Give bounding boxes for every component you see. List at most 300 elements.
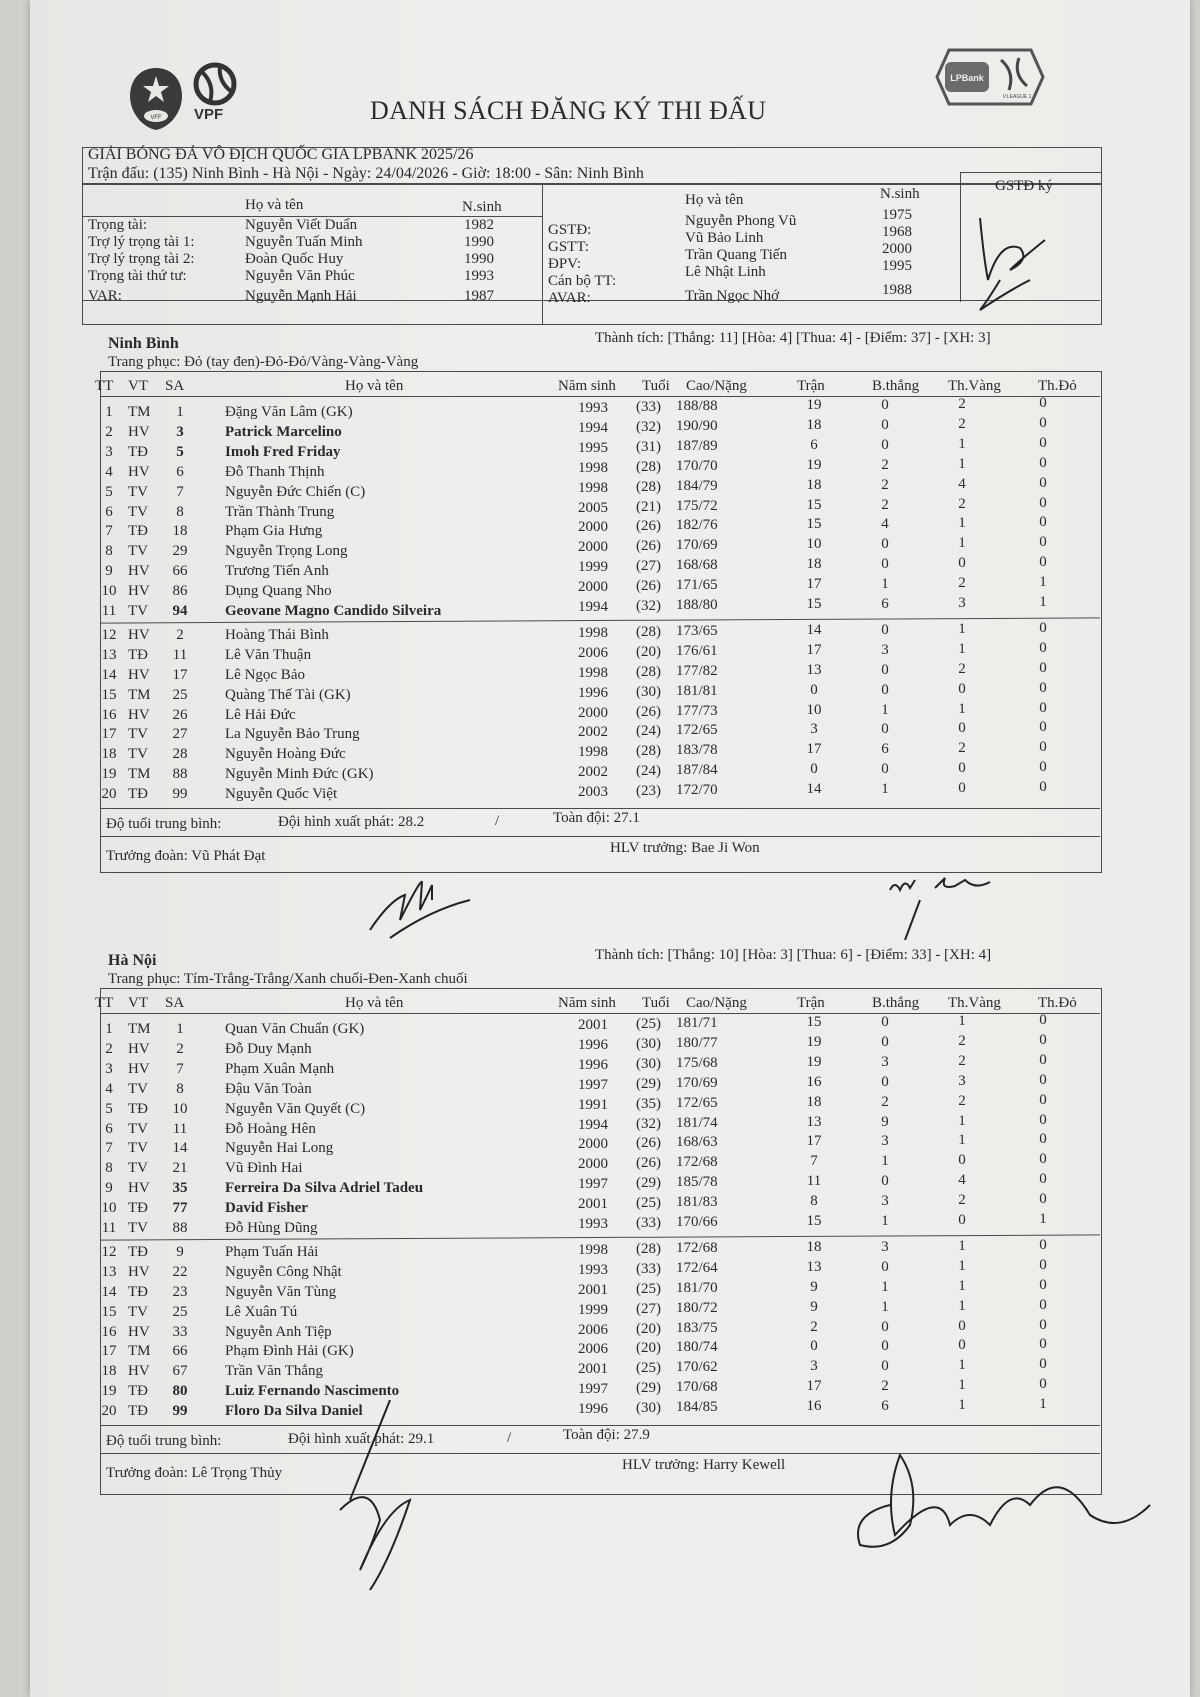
player-height-weight: 190/90 bbox=[676, 417, 718, 434]
official-name: Lê Nhật Linh bbox=[685, 264, 766, 280]
player-height-weight: 172/65 bbox=[676, 722, 718, 739]
column-header: SA bbox=[165, 378, 185, 394]
player-goals: 3 bbox=[881, 1193, 889, 1210]
player-red-cards: 0 bbox=[1039, 679, 1047, 696]
player-name: Đỗ Hùng Dũng bbox=[225, 1220, 318, 1236]
player-yellow-cards: 0 bbox=[958, 1152, 966, 1169]
player-name: Phạm Xuân Mạnh bbox=[225, 1060, 335, 1077]
official-birth: 1990 bbox=[464, 234, 494, 250]
player-red-cards: 0 bbox=[1039, 1091, 1047, 1108]
player-tt: 3 bbox=[105, 1060, 113, 1077]
player-age: (28) bbox=[636, 478, 661, 495]
player-goals: 9 bbox=[881, 1113, 889, 1130]
official-name: Nguyễn Phong Vũ bbox=[685, 213, 797, 229]
player-red-cards: 0 bbox=[1039, 619, 1047, 636]
player-red-cards: 0 bbox=[1039, 1376, 1047, 1393]
column-header: Th.Vàng bbox=[948, 995, 1001, 1011]
player-tt: 4 bbox=[105, 463, 113, 480]
player-birth-year: 2000 bbox=[578, 1136, 608, 1153]
player-shirt-number: 2 bbox=[176, 1040, 184, 1057]
player-goals: 0 bbox=[881, 1358, 889, 1375]
player-goals: 0 bbox=[881, 621, 889, 638]
player-matches: 17 bbox=[806, 641, 822, 658]
player-name: Lê Xuân Tú bbox=[225, 1303, 298, 1320]
player-birth-year: 1997 bbox=[578, 1381, 608, 1398]
player-shirt-number: 22 bbox=[172, 1263, 188, 1280]
player-age: (27) bbox=[636, 558, 661, 575]
column-header: B.thắng bbox=[872, 378, 920, 394]
player-shirt-number: 86 bbox=[172, 583, 188, 600]
gstd-signature-icon bbox=[960, 200, 1100, 320]
player-birth-year: 1993 bbox=[578, 1216, 608, 1232]
svg-text:V.LEAGUE 1: V.LEAGUE 1 bbox=[1002, 94, 1032, 100]
player-goals: 6 bbox=[881, 596, 889, 612]
player-height-weight: 170/62 bbox=[676, 1359, 718, 1376]
player-goals: 0 bbox=[881, 1073, 889, 1090]
officials-col-birth: N.sinh bbox=[462, 199, 502, 215]
player-birth-year: 1993 bbox=[578, 400, 608, 416]
player-name: Đỗ Hoàng Hên bbox=[225, 1120, 316, 1137]
player-goals: 0 bbox=[881, 721, 889, 738]
player-yellow-cards: 1 bbox=[958, 535, 966, 552]
player-tt: 8 bbox=[105, 543, 113, 560]
player-tt: 10 bbox=[101, 583, 117, 600]
player-matches: 11 bbox=[806, 1173, 822, 1190]
column-header: VT bbox=[128, 995, 148, 1011]
team-name: Ninh Bình bbox=[108, 335, 179, 352]
svg-text:VFF: VFF bbox=[150, 115, 162, 121]
player-tt: 10 bbox=[101, 1200, 117, 1217]
player-matches: 9 bbox=[810, 1278, 818, 1295]
player-name: Imoh Fred Friday bbox=[225, 443, 341, 460]
player-name: Nguyễn Anh Tiệp bbox=[225, 1323, 332, 1340]
player-position: HV bbox=[128, 583, 150, 600]
player-birth-year: 1998 bbox=[578, 1241, 608, 1258]
player-name: Luiz Fernando Nascimento bbox=[225, 1383, 400, 1400]
player-matches: 16 bbox=[806, 1073, 822, 1090]
player-age: (28) bbox=[636, 663, 661, 680]
player-birth-year: 1994 bbox=[578, 419, 608, 436]
player-goals: 0 bbox=[881, 1014, 889, 1030]
player-red-cards: 0 bbox=[1039, 454, 1047, 471]
player-yellow-cards: 4 bbox=[958, 475, 966, 492]
column-header: TT bbox=[95, 378, 114, 394]
player-yellow-cards: 1 bbox=[958, 1013, 966, 1029]
official-role: VAR: bbox=[88, 288, 122, 304]
player-height-weight: 184/85 bbox=[676, 1399, 718, 1416]
player-age: (30) bbox=[636, 1055, 661, 1072]
player-red-cards: 0 bbox=[1039, 719, 1047, 736]
player-name: Phạm Gia Hưng bbox=[225, 523, 323, 540]
player-age: (28) bbox=[636, 458, 661, 475]
avg-age-label: Độ tuổi trung bình: bbox=[106, 1433, 222, 1449]
player-matches: 10 bbox=[806, 701, 822, 718]
player-matches: 13 bbox=[806, 1113, 822, 1130]
head-coach: HLV trưởng: Bae Ji Won bbox=[610, 840, 760, 856]
player-name: Floro Da Silva Daniel bbox=[225, 1403, 363, 1420]
player-matches: 19 bbox=[806, 1033, 822, 1050]
player-height-weight: 187/89 bbox=[676, 437, 718, 454]
player-goals: 0 bbox=[881, 681, 889, 698]
team-kit: Trang phục: Đỏ (tay đen)-Đỏ-Đỏ/Vàng-Vàng-Vàng bbox=[108, 354, 419, 370]
player-yellow-cards: 1 bbox=[958, 1112, 966, 1129]
player-position: TV bbox=[128, 1220, 148, 1236]
player-age: (25) bbox=[636, 1280, 661, 1297]
player-birth-year: 1993 bbox=[578, 1261, 608, 1278]
player-tt: 20 bbox=[101, 1403, 117, 1420]
player-yellow-cards: 2 bbox=[958, 1092, 966, 1109]
player-tt: 14 bbox=[101, 1283, 117, 1300]
player-yellow-cards: 1 bbox=[958, 1132, 966, 1149]
player-shirt-number: 27 bbox=[172, 726, 188, 743]
player-shirt-number: 67 bbox=[172, 1363, 188, 1380]
player-goals: 1 bbox=[881, 1153, 889, 1170]
player-matches: 19 bbox=[806, 397, 822, 413]
head-coach: HLV trưởng: Harry Kewell bbox=[622, 1457, 786, 1473]
player-tt: 18 bbox=[101, 746, 117, 763]
player-matches: 15 bbox=[806, 1213, 822, 1229]
player-height-weight: 177/73 bbox=[676, 702, 718, 719]
player-yellow-cards: 2 bbox=[958, 740, 966, 757]
player-position: TĐ bbox=[128, 1200, 148, 1217]
player-matches: 9 bbox=[810, 1298, 818, 1315]
player-birth-year: 1996 bbox=[578, 1036, 608, 1053]
player-height-weight: 188/80 bbox=[676, 597, 718, 613]
player-tt: 6 bbox=[105, 503, 113, 520]
official-birth: 1982 bbox=[464, 217, 494, 233]
player-shirt-number: 33 bbox=[172, 1323, 188, 1340]
player-age: (20) bbox=[636, 1340, 661, 1357]
player-height-weight: 172/68 bbox=[676, 1154, 718, 1171]
official-name: Trần Quang Tiến bbox=[685, 247, 787, 263]
player-name: Lê Hải Đức bbox=[225, 706, 296, 723]
player-yellow-cards: 2 bbox=[958, 1032, 966, 1049]
player-red-cards: 0 bbox=[1039, 1171, 1047, 1188]
player-name: Nguyễn Hai Long bbox=[225, 1140, 334, 1157]
player-name: Phạm Đình Hải (GK) bbox=[225, 1343, 354, 1360]
player-age: (32) bbox=[636, 598, 661, 614]
player-height-weight: 181/71 bbox=[676, 1015, 718, 1031]
player-name: Đậu Văn Toàn bbox=[225, 1080, 312, 1097]
player-position: HV bbox=[128, 666, 150, 683]
official-birth: 1988 bbox=[882, 282, 912, 298]
player-matches: 0 bbox=[810, 761, 818, 778]
team-manager: Trưởng đoàn: Vũ Phát Đạt bbox=[106, 848, 266, 864]
official-role: Cán bộ TT: bbox=[548, 273, 617, 289]
player-yellow-cards: 1 bbox=[958, 620, 966, 637]
player-age: (20) bbox=[636, 643, 661, 660]
player-red-cards: 1 bbox=[1039, 594, 1047, 610]
player-age: (29) bbox=[636, 1175, 661, 1192]
player-height-weight: 170/69 bbox=[676, 537, 718, 554]
svg-text:LPBank: LPBank bbox=[950, 73, 984, 83]
player-position: HV bbox=[128, 423, 150, 440]
player-yellow-cards: 2 bbox=[958, 575, 966, 592]
player-shirt-number: 66 bbox=[172, 1343, 188, 1360]
official-name: Nguyễn Văn Phúc bbox=[245, 268, 355, 284]
player-goals: 2 bbox=[881, 456, 889, 473]
player-matches: 17 bbox=[806, 576, 822, 593]
player-tt: 18 bbox=[101, 1363, 117, 1380]
player-age: (26) bbox=[636, 538, 661, 555]
player-red-cards: 0 bbox=[1039, 514, 1047, 531]
player-height-weight: 181/81 bbox=[676, 682, 718, 699]
ha-noi-manager-signature-icon bbox=[330, 1400, 450, 1600]
player-yellow-cards: 1 bbox=[958, 1237, 966, 1254]
player-red-cards: 0 bbox=[1039, 1336, 1047, 1353]
player-red-cards: 0 bbox=[1039, 1276, 1047, 1293]
player-tt: 12 bbox=[101, 626, 117, 643]
player-goals: 0 bbox=[881, 1173, 889, 1190]
player-red-cards: 0 bbox=[1039, 414, 1047, 431]
player-shirt-number: 5 bbox=[176, 443, 184, 460]
team-name: Hà Nội bbox=[108, 952, 157, 969]
player-birth-year: 1998 bbox=[578, 664, 608, 681]
player-birth-year: 2000 bbox=[578, 704, 608, 721]
player-tt: 17 bbox=[101, 726, 117, 743]
column-header: VT bbox=[128, 378, 148, 394]
player-position: TV bbox=[128, 1080, 148, 1097]
player-name: Nguyễn Văn Tùng bbox=[225, 1283, 337, 1300]
player-height-weight: 170/69 bbox=[676, 1074, 718, 1091]
match-info: Trận đấu: (135) Ninh Bình - Hà Nội - Ngày: 24/04/2026 - Giờ: 18:00 - Sân: Ninh Bình bbox=[88, 165, 644, 182]
player-red-cards: 0 bbox=[1039, 1051, 1047, 1068]
gstd-signature-label: GSTĐ ký bbox=[995, 178, 1053, 194]
player-height-weight: 181/83 bbox=[676, 1194, 718, 1211]
player-height-weight: 170/70 bbox=[676, 457, 718, 474]
player-goals: 3 bbox=[881, 1133, 889, 1150]
player-shirt-number: 25 bbox=[172, 686, 188, 703]
player-red-cards: 0 bbox=[1039, 494, 1047, 511]
player-birth-year: 1998 bbox=[578, 479, 608, 496]
player-height-weight: 188/88 bbox=[676, 398, 718, 414]
player-position: TM bbox=[128, 1021, 151, 1037]
column-header: Họ và tên bbox=[345, 995, 404, 1011]
tournament-name: GIẢI BÓNG ĐÁ VÔ ĐỊCH QUỐC GIA LPBANK 2025/26 bbox=[88, 146, 474, 163]
player-goals: 0 bbox=[881, 1033, 889, 1050]
player-birth-year: 2006 bbox=[578, 1321, 608, 1338]
player-shirt-number: 8 bbox=[176, 1080, 184, 1097]
player-matches: 16 bbox=[806, 1398, 822, 1415]
player-position: TV bbox=[128, 483, 148, 500]
column-header: SA bbox=[165, 995, 185, 1011]
player-name: Hoàng Thái Bình bbox=[225, 626, 329, 643]
player-tt: 2 bbox=[105, 1040, 113, 1057]
player-name: Trương Tiến Anh bbox=[225, 563, 329, 580]
player-shirt-number: 77 bbox=[172, 1200, 188, 1217]
column-header: Cao/Nặng bbox=[686, 378, 747, 394]
player-tt: 1 bbox=[105, 404, 113, 420]
player-age: (28) bbox=[636, 623, 661, 640]
avg-age-total: Toàn đội: 27.9 bbox=[563, 1427, 650, 1443]
vff-logo-icon bbox=[128, 66, 184, 132]
player-shirt-number: 2 bbox=[176, 626, 184, 643]
player-red-cards: 0 bbox=[1039, 434, 1047, 451]
player-name: Quan Văn Chuẩn (GK) bbox=[225, 1021, 365, 1037]
player-tt: 11 bbox=[101, 1220, 117, 1236]
player-name: Nguyễn Công Nhật bbox=[225, 1263, 342, 1280]
player-height-weight: 183/75 bbox=[676, 1319, 718, 1336]
player-red-cards: 0 bbox=[1039, 554, 1047, 571]
player-position: HV bbox=[128, 1363, 150, 1380]
player-birth-year: 2006 bbox=[578, 1341, 608, 1358]
player-age: (24) bbox=[636, 763, 661, 780]
player-age: (33) bbox=[636, 399, 661, 415]
player-height-weight: 172/68 bbox=[676, 1239, 718, 1256]
player-shirt-number: 18 bbox=[172, 523, 188, 540]
player-matches: 0 bbox=[810, 1338, 818, 1355]
player-matches: 19 bbox=[806, 1053, 822, 1070]
official-role: AVAR: bbox=[548, 290, 591, 306]
player-tt: 19 bbox=[101, 1383, 117, 1400]
player-age: (31) bbox=[636, 438, 661, 455]
official-name: Đoàn Quốc Huy bbox=[245, 251, 344, 267]
player-shirt-number: 66 bbox=[172, 563, 188, 580]
ha-noi-coach-signature-icon bbox=[830, 1445, 1160, 1555]
team-record: Thành tích: [Thắng: 11] [Hòa: 4] [Thua: 4] - [Điểm: 37] - [XH: 3] bbox=[595, 330, 991, 346]
player-yellow-cards: 2 bbox=[958, 396, 966, 412]
player-name: Ferreira Da Silva Adriel Tadeu bbox=[225, 1180, 424, 1197]
player-birth-year: 2002 bbox=[578, 724, 608, 741]
player-red-cards: 0 bbox=[1039, 1111, 1047, 1128]
player-yellow-cards: 1 bbox=[958, 1397, 966, 1414]
player-matches: 10 bbox=[806, 536, 822, 553]
player-name: Lê Văn Thuận bbox=[225, 646, 312, 663]
player-yellow-cards: 0 bbox=[958, 780, 966, 797]
player-position: TM bbox=[128, 404, 151, 420]
player-shirt-number: 10 bbox=[172, 1100, 188, 1117]
player-tt: 19 bbox=[101, 766, 117, 783]
column-header: Trận bbox=[797, 378, 825, 394]
player-red-cards: 0 bbox=[1039, 1031, 1047, 1048]
player-name: Đỗ Thanh Thịnh bbox=[225, 463, 325, 480]
player-shirt-number: 29 bbox=[172, 543, 188, 560]
player-name: Đỗ Duy Mạnh bbox=[225, 1040, 312, 1057]
player-tt: 20 bbox=[101, 786, 117, 803]
player-shirt-number: 35 bbox=[172, 1180, 188, 1197]
player-yellow-cards: 3 bbox=[958, 595, 966, 611]
avg-age-total: Toàn đội: 27.1 bbox=[553, 810, 640, 826]
player-age: (33) bbox=[636, 1260, 661, 1277]
player-height-weight: 170/68 bbox=[676, 1379, 718, 1396]
player-position: TĐ bbox=[128, 1383, 148, 1400]
player-height-weight: 183/78 bbox=[676, 742, 718, 759]
player-goals: 0 bbox=[881, 661, 889, 678]
player-tt: 16 bbox=[101, 1323, 117, 1340]
player-goals: 6 bbox=[881, 1398, 889, 1415]
player-goals: 3 bbox=[881, 1238, 889, 1255]
column-header: Th.Đỏ bbox=[1038, 378, 1077, 394]
player-matches: 17 bbox=[806, 1133, 822, 1150]
player-name: Quàng Thế Tài (GK) bbox=[225, 686, 351, 703]
player-red-cards: 0 bbox=[1039, 699, 1047, 716]
player-name: Trần Văn Thắng bbox=[225, 1363, 324, 1380]
player-matches: 13 bbox=[806, 1258, 822, 1275]
player-shirt-number: 1 bbox=[176, 1021, 184, 1037]
player-matches: 14 bbox=[806, 621, 822, 638]
column-header: TT bbox=[95, 995, 114, 1011]
player-age: (32) bbox=[636, 418, 661, 435]
player-birth-year: 1994 bbox=[578, 599, 608, 615]
player-birth-year: 1998 bbox=[578, 459, 608, 476]
player-height-weight: 180/74 bbox=[676, 1339, 718, 1356]
player-position: HV bbox=[128, 463, 150, 480]
player-name: La Nguyễn Bảo Trung bbox=[225, 726, 360, 743]
player-goals: 2 bbox=[881, 476, 889, 493]
player-goals: 0 bbox=[881, 536, 889, 553]
player-height-weight: 180/72 bbox=[676, 1299, 718, 1316]
player-goals: 0 bbox=[881, 761, 889, 778]
officials-col-birth-right: N.sinh bbox=[880, 186, 920, 202]
player-age: (29) bbox=[636, 1380, 661, 1397]
official-name: Trần Ngọc Nhớ bbox=[685, 288, 780, 304]
player-position: TV bbox=[128, 1140, 148, 1157]
player-age: (24) bbox=[636, 723, 661, 740]
player-red-cards: 0 bbox=[1039, 474, 1047, 491]
team-record: Thành tích: [Thắng: 10] [Hòa: 3] [Thua: 6] - [Điểm: 33] - [XH: 4] bbox=[595, 947, 992, 963]
player-red-cards: 0 bbox=[1039, 1012, 1047, 1028]
player-age: (20) bbox=[636, 1320, 661, 1337]
player-birth-year: 2000 bbox=[578, 579, 608, 596]
player-tt: 5 bbox=[105, 1100, 113, 1117]
player-tt: 4 bbox=[105, 1080, 113, 1097]
player-yellow-cards: 0 bbox=[958, 1337, 966, 1354]
player-height-weight: 172/70 bbox=[676, 782, 718, 799]
player-age: (35) bbox=[636, 1095, 661, 1112]
player-shirt-number: 23 bbox=[172, 1283, 188, 1300]
player-matches: 18 bbox=[806, 1238, 822, 1255]
player-shirt-number: 11 bbox=[172, 1120, 188, 1137]
player-matches: 8 bbox=[810, 1193, 818, 1210]
player-height-weight: 175/72 bbox=[676, 497, 718, 514]
player-yellow-cards: 1 bbox=[958, 455, 966, 472]
player-shirt-number: 1 bbox=[176, 404, 184, 420]
player-yellow-cards: 0 bbox=[958, 680, 966, 697]
player-tt: 15 bbox=[101, 1303, 117, 1320]
player-matches: 2 bbox=[810, 1318, 818, 1335]
player-tt: 16 bbox=[101, 706, 117, 723]
player-height-weight: 168/68 bbox=[676, 557, 718, 574]
column-header: Năm sinh bbox=[558, 995, 616, 1011]
official-birth: 1987 bbox=[464, 288, 494, 304]
official-name: Nguyễn Tuấn Minh bbox=[245, 234, 363, 250]
player-age: (25) bbox=[636, 1360, 661, 1377]
official-birth: 2000 bbox=[882, 241, 912, 257]
player-tt: 9 bbox=[105, 1180, 113, 1197]
column-header: Th.Vàng bbox=[948, 378, 1001, 394]
official-role: Trọng tài: bbox=[88, 217, 148, 233]
vpf-logo bbox=[190, 62, 244, 132]
player-goals: 1 bbox=[881, 1213, 889, 1229]
player-position: TV bbox=[128, 726, 148, 743]
player-age: (30) bbox=[636, 683, 661, 700]
player-matches: 14 bbox=[806, 781, 822, 798]
player-yellow-cards: 1 bbox=[958, 1377, 966, 1394]
player-age: (26) bbox=[636, 1155, 661, 1172]
column-header: Tuổi bbox=[642, 378, 670, 394]
player-red-cards: 0 bbox=[1039, 1256, 1047, 1273]
player-yellow-cards: 1 bbox=[958, 515, 966, 532]
official-birth: 1995 bbox=[882, 258, 912, 274]
player-name: Patrick Marcelino bbox=[225, 423, 342, 440]
player-position: TV bbox=[128, 603, 148, 619]
player-age: (30) bbox=[636, 1035, 661, 1052]
page-title: DANH SÁCH ĐĂNG KÝ THI ĐẤU bbox=[370, 96, 767, 125]
player-shirt-number: 99 bbox=[172, 786, 188, 803]
player-position: TV bbox=[128, 543, 148, 560]
vpf-label: VPF bbox=[194, 106, 224, 123]
player-red-cards: 1 bbox=[1039, 1211, 1047, 1227]
